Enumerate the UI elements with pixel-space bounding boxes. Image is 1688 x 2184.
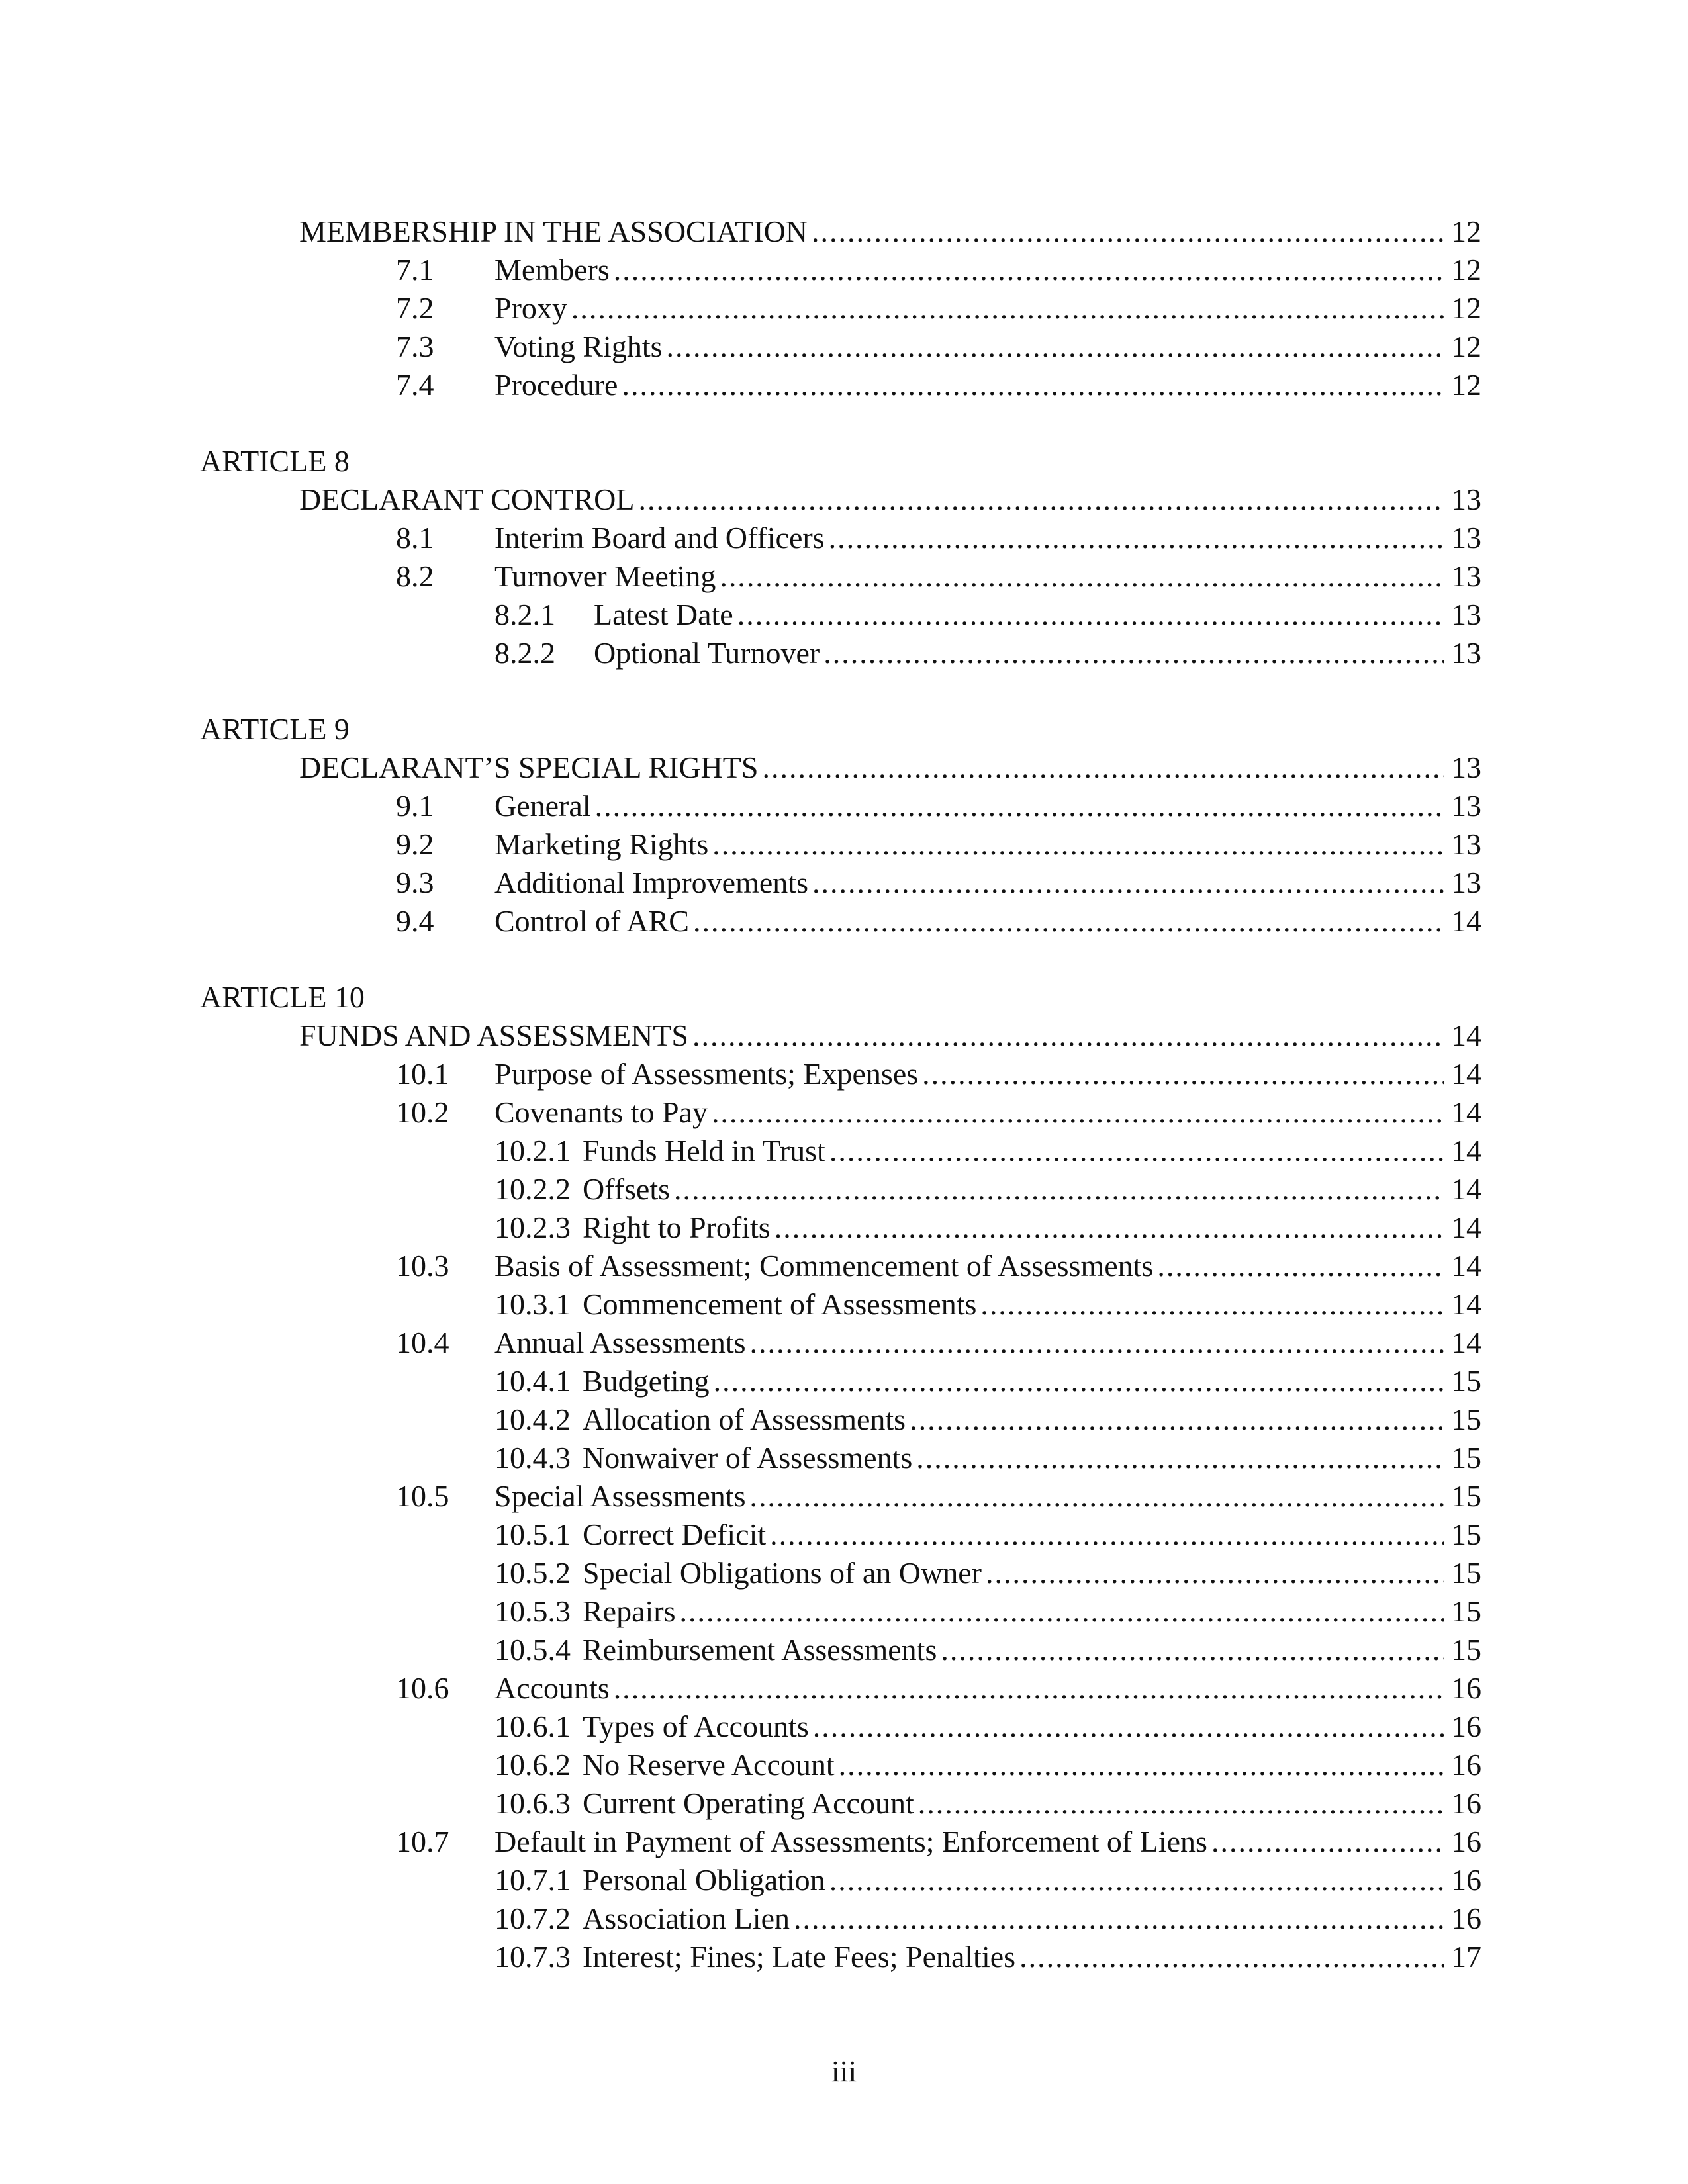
toc-leader-dots [714, 1361, 1444, 1401]
toc-entry-10-5-3 [0, 1592, 1688, 1631]
toc-entry-title: Marketing Rights [494, 827, 709, 861]
toc-entry-title: Turnover Meeting [494, 559, 716, 593]
toc-entry-title: Right to Profits [583, 1210, 771, 1244]
toc-leader-dots [638, 480, 1444, 520]
toc-entry-10-3 [0, 1246, 1688, 1286]
toc-leader-dots [829, 1131, 1444, 1171]
toc-entry-number: 8.2 [396, 559, 434, 593]
toc-entry-10-5-1 [0, 1515, 1688, 1555]
toc-leader-dots [595, 786, 1444, 826]
toc-entry-declarant-control [0, 480, 1688, 520]
toc-entry-title: Proxy [494, 291, 567, 325]
toc-leader-dots [812, 212, 1444, 251]
toc-leader-dots [986, 1553, 1444, 1593]
toc-page-number: 15 [1451, 1441, 1481, 1475]
toc-entry-membership [0, 212, 1688, 251]
toc-entry-10-6-1 [0, 1707, 1688, 1747]
toc-leader-dots [922, 1054, 1444, 1094]
toc-entry-title: Correct Deficit [583, 1518, 767, 1551]
toc-leader-dots [614, 250, 1444, 290]
toc-entry-title: DECLARANT’S SPECIAL RIGHTS [299, 751, 759, 784]
toc-entry-title: Repairs [583, 1594, 676, 1628]
toc-leader-dots [622, 365, 1444, 405]
toc-entry-10-6-2 [0, 1745, 1688, 1785]
toc-page-number: 12 [1451, 253, 1481, 287]
toc-entry-title: Voting Rights [494, 330, 663, 363]
toc-entry-title: Reimbursement Assessments [583, 1633, 937, 1666]
toc-entry-10-4-3 [0, 1438, 1688, 1478]
toc-entry-10-7-1 [0, 1860, 1688, 1900]
toc-entry-10-6-3 [0, 1784, 1688, 1823]
toc-page-number: 15 [1451, 1479, 1481, 1513]
toc-page-number: 14 [1451, 1326, 1481, 1359]
toc-entry-8-1 [0, 518, 1688, 558]
toc-entry-number: 8.1 [396, 521, 434, 555]
toc-entry-10-5 [0, 1477, 1688, 1516]
toc-page-number: 16 [1451, 1748, 1481, 1782]
toc-leader-dots [774, 1208, 1444, 1248]
toc-entry-number: 10.4.3 [494, 1441, 571, 1475]
toc-entry-number: 7.1 [396, 253, 434, 287]
toc-leader-dots [813, 1707, 1444, 1747]
toc-entry-9-4 [0, 901, 1688, 941]
toc-leader-dots [712, 825, 1444, 864]
toc-page-number: 14 [1451, 904, 1481, 938]
toc-page-number: 14 [1451, 1019, 1481, 1052]
toc-page-number: 15 [1451, 1556, 1481, 1590]
toc-entry-title: Purpose of Assessments; Expenses [494, 1057, 919, 1091]
page-footer-number: iii [831, 2054, 857, 2088]
toc-entry-number: 10.3.1 [494, 1287, 571, 1321]
toc-entry-10-4-1 [0, 1361, 1688, 1401]
toc-entry-10-4 [0, 1323, 1688, 1363]
toc-entry-number: 10.3 [396, 1249, 449, 1283]
toc-page-number: 15 [1451, 1518, 1481, 1551]
toc-entry-7-1 [0, 250, 1688, 290]
toc-leader-dots [571, 289, 1444, 328]
toc-entry-10-5-2 [0, 1553, 1688, 1593]
toc-page-number: 14 [1451, 1095, 1481, 1129]
toc-page-number: 16 [1451, 1825, 1481, 1858]
toc-entry-funds-and-assessments [0, 1016, 1688, 1056]
toc-entry-title: Allocation of Assessments [583, 1402, 906, 1436]
toc-page-number: 13 [1451, 789, 1481, 823]
toc-entry-9-1 [0, 786, 1688, 826]
toc-entry-10-7-2 [0, 1899, 1688, 1938]
toc-entry-number: 10.7.2 [494, 1901, 571, 1935]
toc-page-number: 13 [1451, 559, 1481, 593]
toc-leader-dots [980, 1285, 1444, 1324]
toc-leader-dots [829, 1860, 1444, 1900]
toc-page-number: 16 [1451, 1901, 1481, 1935]
toc-entry-number: 10.4.1 [494, 1364, 571, 1398]
toc-entry-title: MEMBERSHIP IN THE ASSOCIATION [299, 214, 808, 248]
toc-entry-number: 10.2.3 [494, 1210, 571, 1244]
toc-entry-number: 10.7.3 [494, 1940, 571, 1974]
toc-page-number: 12 [1451, 330, 1481, 363]
toc-entry-10-7-3 [0, 1937, 1688, 1977]
toc-entry-title: Optional Turnover [594, 636, 820, 670]
toc-entry-title: Covenants to Pay [494, 1095, 708, 1129]
toc-leader-dots [839, 1745, 1444, 1785]
toc-entry-title: Budgeting [583, 1364, 710, 1398]
toc-entry-title: Default in Payment of Assessments; Enforcement of Liens [494, 1825, 1207, 1858]
toc-entry-title: Basis of Assessment; Commencement of Assessments [494, 1249, 1154, 1283]
toc-entry-number: 10.6.1 [494, 1709, 571, 1743]
toc-entry-10-3-1 [0, 1285, 1688, 1324]
toc-entry-7-3 [0, 327, 1688, 367]
article-10-heading: ARTICLE 10 [200, 980, 365, 1014]
toc-page-number: 17 [1451, 1940, 1481, 1974]
toc-leader-dots [692, 1016, 1444, 1056]
toc-page-number: 16 [1451, 1863, 1481, 1897]
toc-leader-dots [916, 1438, 1444, 1478]
toc-leader-dots [693, 901, 1444, 941]
toc-entry-8-2 [0, 557, 1688, 596]
toc-entry-number: 7.3 [396, 330, 434, 363]
toc-leader-dots [829, 518, 1444, 558]
toc-leader-dots [680, 1592, 1444, 1631]
toc-entry-number: 8.2.1 [494, 598, 555, 631]
toc-entry-10-6 [0, 1668, 1688, 1708]
toc-entry-number: 9.1 [396, 789, 434, 823]
toc-entry-9-2 [0, 825, 1688, 864]
toc-page-number: 16 [1451, 1709, 1481, 1743]
toc-entry-title: Association Lien [583, 1901, 790, 1935]
toc-leader-dots [1019, 1937, 1444, 1977]
toc-entry-number: 8.2.2 [494, 636, 555, 670]
toc-leader-dots [762, 748, 1444, 788]
toc-entry-title: Control of ARC [494, 904, 689, 938]
toc-page-number: 16 [1451, 1671, 1481, 1705]
toc-page-number: 14 [1451, 1057, 1481, 1091]
article-8-heading: ARTICLE 8 [200, 444, 350, 478]
toc-entry-number: 10.2 [396, 1095, 449, 1129]
toc-entry-10-2-3 [0, 1208, 1688, 1248]
toc-page-number: 15 [1451, 1594, 1481, 1628]
toc-page-number: 16 [1451, 1786, 1481, 1820]
toc-leader-dots [674, 1169, 1444, 1209]
toc-entry-number: 10.5.2 [494, 1556, 571, 1590]
toc-entry-title: Accounts [494, 1671, 610, 1705]
toc-leader-dots [941, 1630, 1444, 1670]
toc-entry-number: 10.2.1 [494, 1134, 571, 1167]
toc-leader-dots [770, 1515, 1444, 1555]
toc-leader-dots [712, 1093, 1444, 1132]
toc-page-number: 15 [1451, 1402, 1481, 1436]
toc-entry-number: 10.4.2 [494, 1402, 571, 1436]
toc-entry-number: 10.4 [396, 1326, 449, 1359]
toc-entry-title: Procedure [494, 368, 618, 402]
toc-entry-title: Annual Assessments [494, 1326, 746, 1359]
toc-entry-number: 7.4 [396, 368, 434, 402]
toc-entry-title: Special Assessments [494, 1479, 746, 1513]
toc-entry-title: Nonwaiver of Assessments [583, 1441, 913, 1475]
toc-leader-dots [1211, 1822, 1444, 1862]
toc-leader-dots [614, 1668, 1444, 1708]
toc-entry-number: 10.2.2 [494, 1172, 571, 1206]
toc-entry-number: 9.2 [396, 827, 434, 861]
toc-entry-title: Funds Held in Trust [583, 1134, 825, 1167]
toc-page-number: 13 [1451, 482, 1481, 516]
toc-entry-10-2-2 [0, 1169, 1688, 1209]
toc-page-number: 12 [1451, 291, 1481, 325]
toc-entry-10-5-4 [0, 1630, 1688, 1670]
toc-leader-dots [1157, 1246, 1444, 1286]
toc-entry-number: 10.6 [396, 1671, 449, 1705]
toc-entry-number: 10.6.3 [494, 1786, 571, 1820]
toc-leader-dots [720, 557, 1444, 596]
toc-page-number: 13 [1451, 751, 1481, 784]
toc-page-number: 14 [1451, 1249, 1481, 1283]
toc-entry-number: 9.4 [396, 904, 434, 938]
toc-leader-dots [918, 1784, 1444, 1823]
toc-entry-title: Personal Obligation [583, 1863, 825, 1897]
toc-entry-10-4-2 [0, 1400, 1688, 1439]
toc-entry-title: Types of Accounts [583, 1709, 809, 1743]
toc-entry-number: 10.7.1 [494, 1863, 571, 1897]
toc-entry-title: Members [494, 253, 610, 287]
toc-entry-title: No Reserve Account [583, 1748, 835, 1782]
toc-entry-title: Interim Board and Officers [494, 521, 825, 555]
toc-entry-title: Additional Improvements [494, 866, 808, 899]
toc-entry-number: 7.2 [396, 291, 434, 325]
toc-entry-declarant-special-rights [0, 748, 1688, 788]
toc-page-number: 13 [1451, 636, 1481, 670]
toc-entry-10-7 [0, 1822, 1688, 1862]
toc-page-number: 14 [1451, 1210, 1481, 1244]
toc-page-number: 12 [1451, 368, 1481, 402]
toc-entry-title: FUNDS AND ASSESSMENTS [299, 1019, 688, 1052]
toc-entry-number: 10.1 [396, 1057, 449, 1091]
toc-leader-dots [794, 1899, 1444, 1938]
toc-entry-7-2 [0, 289, 1688, 328]
toc-page-number: 13 [1451, 827, 1481, 861]
toc-entry-number: 10.5 [396, 1479, 449, 1513]
toc-entry-title: Special Obligations of an Owner [583, 1556, 982, 1590]
toc-leader-dots [749, 1477, 1444, 1516]
toc-leader-dots [910, 1400, 1444, 1439]
toc-leader-dots [823, 633, 1444, 673]
toc-page-number: 15 [1451, 1364, 1481, 1398]
toc-entry-title: Interest; Fines; Late Fees; Penalties [583, 1940, 1016, 1974]
toc-entry-10-2 [0, 1093, 1688, 1132]
toc-page-number: 12 [1451, 214, 1481, 248]
toc-page-number: 15 [1451, 1633, 1481, 1666]
toc-entry-8-2-1 [0, 595, 1688, 635]
toc-entry-title: Commencement of Assessments [583, 1287, 977, 1321]
toc-entry-number: 10.5.4 [494, 1633, 571, 1666]
toc-entry-title: Offsets [583, 1172, 671, 1206]
toc-entry-number: 10.7 [396, 1825, 449, 1858]
toc-page-number: 13 [1451, 866, 1481, 899]
toc-entry-7-4 [0, 365, 1688, 405]
toc-page-number: 14 [1451, 1172, 1481, 1206]
toc-entry-title: Latest Date [594, 598, 733, 631]
toc-leader-dots [737, 595, 1444, 635]
toc-entry-number: 9.3 [396, 866, 434, 899]
toc-entry-title: General [494, 789, 591, 823]
toc-page-number: 14 [1451, 1287, 1481, 1321]
toc-entry-number: 10.5.1 [494, 1518, 571, 1551]
toc-leader-dots [750, 1323, 1445, 1363]
toc-entry-10-2-1 [0, 1131, 1688, 1171]
toc-entry-10-1 [0, 1054, 1688, 1094]
toc-entry-9-3 [0, 863, 1688, 903]
toc-page-number: 13 [1451, 598, 1481, 631]
toc-leader-dots [667, 327, 1445, 367]
toc-entry-title: Current Operating Account [583, 1786, 914, 1820]
toc-page-number: 13 [1451, 521, 1481, 555]
article-9-heading: ARTICLE 9 [200, 712, 350, 746]
toc-entry-title: DECLARANT CONTROL [299, 482, 635, 516]
toc-page-number: 14 [1451, 1134, 1481, 1167]
toc-entry-number: 10.5.3 [494, 1594, 571, 1628]
toc-entry-number: 10.6.2 [494, 1748, 571, 1782]
toc-entry-8-2-2 [0, 633, 1688, 673]
toc-leader-dots [812, 863, 1444, 903]
